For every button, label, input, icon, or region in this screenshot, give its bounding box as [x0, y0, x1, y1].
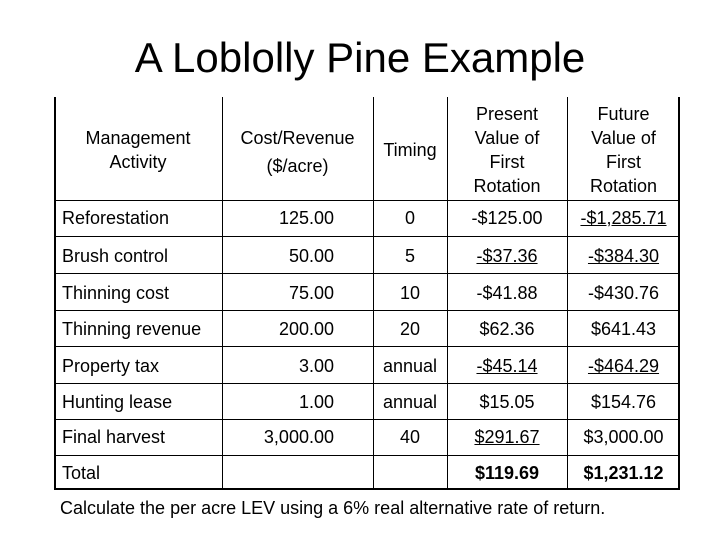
row-present-value: -$37.36 — [476, 246, 538, 266]
row-timing: annual — [382, 356, 438, 376]
row-cost: 50.00 — [288, 246, 334, 266]
row-divider — [54, 310, 680, 311]
row-timing: 10 — [399, 283, 421, 303]
total-label: Total — [62, 463, 101, 483]
row-timing: 5 — [404, 246, 415, 266]
header-fv-line: Future — [597, 104, 650, 124]
row-present-value: $291.67 — [474, 427, 540, 447]
row-timing: 40 — [399, 427, 421, 447]
row-divider — [54, 455, 680, 456]
row-divider — [54, 236, 680, 237]
header-fv-line: First — [606, 152, 641, 172]
row-cost: 125.00 — [278, 208, 334, 228]
row-cost: 3.00 — [298, 356, 334, 376]
row-cost: 75.00 — [288, 283, 334, 303]
header-activity — [54, 126, 222, 174]
header-cost-line: Cost/Revenue — [240, 128, 355, 148]
row-activity: Hunting lease — [62, 392, 173, 412]
row-future-value: -$464.29 — [587, 356, 660, 376]
row-timing: 20 — [399, 319, 421, 339]
row-activity: Thinning revenue — [62, 319, 202, 339]
row-activity: Property tax — [62, 356, 160, 376]
row-present-value: -$125.00 — [471, 208, 543, 228]
slide-title: A Loblolly Pine Example — [134, 34, 586, 81]
row-future-value: -$384.30 — [587, 246, 660, 266]
row-activity: Thinning cost — [62, 283, 170, 303]
row-divider — [54, 383, 680, 384]
header-pv-line: First — [489, 152, 525, 172]
row-divider — [54, 200, 680, 201]
header-timing: Timing — [383, 140, 437, 160]
row-future-value: -$430.76 — [587, 283, 660, 303]
row-future-value: $641.43 — [590, 319, 657, 339]
row-activity: Reforestation — [62, 208, 170, 228]
row-cost: 200.00 — [278, 319, 334, 339]
header-present-value — [447, 102, 567, 198]
header-fv-line: Value of — [591, 128, 656, 148]
header-pv-line: Value of — [474, 128, 540, 148]
footer-note: Calculate the per acre LEV using a 6% real alternative rate of return. — [60, 498, 606, 518]
header-cost-line: ($/acre) — [266, 156, 329, 176]
row-present-value: -$45.14 — [476, 356, 538, 376]
row-activity: Final harvest — [62, 427, 166, 447]
header-pv-line: Present — [475, 104, 539, 124]
row-present-value: -$41.88 — [476, 283, 538, 303]
row-divider — [54, 273, 680, 274]
header-future-value — [567, 102, 680, 198]
row-timing: 0 — [404, 208, 415, 228]
row-divider — [54, 419, 680, 420]
header-cost — [222, 124, 373, 180]
total-future-value: $1,231.12 — [583, 463, 664, 483]
header-pv-line: Rotation — [473, 176, 541, 196]
row-cost: 3,000.00 — [263, 427, 334, 447]
total-present-value: $119.69 — [474, 463, 540, 483]
row-activity: Brush control — [62, 246, 169, 266]
row-present-value: $62.36 — [479, 319, 535, 339]
row-future-value: -$1,285.71 — [580, 208, 667, 228]
row-present-value: $15.05 — [479, 392, 535, 412]
row-future-value: $3,000.00 — [583, 427, 664, 447]
row-timing: annual — [382, 392, 438, 412]
row-divider — [54, 346, 680, 347]
header-activity-line: Activity — [109, 152, 167, 172]
row-cost: 1.00 — [298, 392, 334, 412]
header-activity-line: Management — [85, 128, 191, 148]
row-future-value: $154.76 — [590, 392, 657, 412]
header-fv-line: Rotation — [589, 176, 658, 196]
